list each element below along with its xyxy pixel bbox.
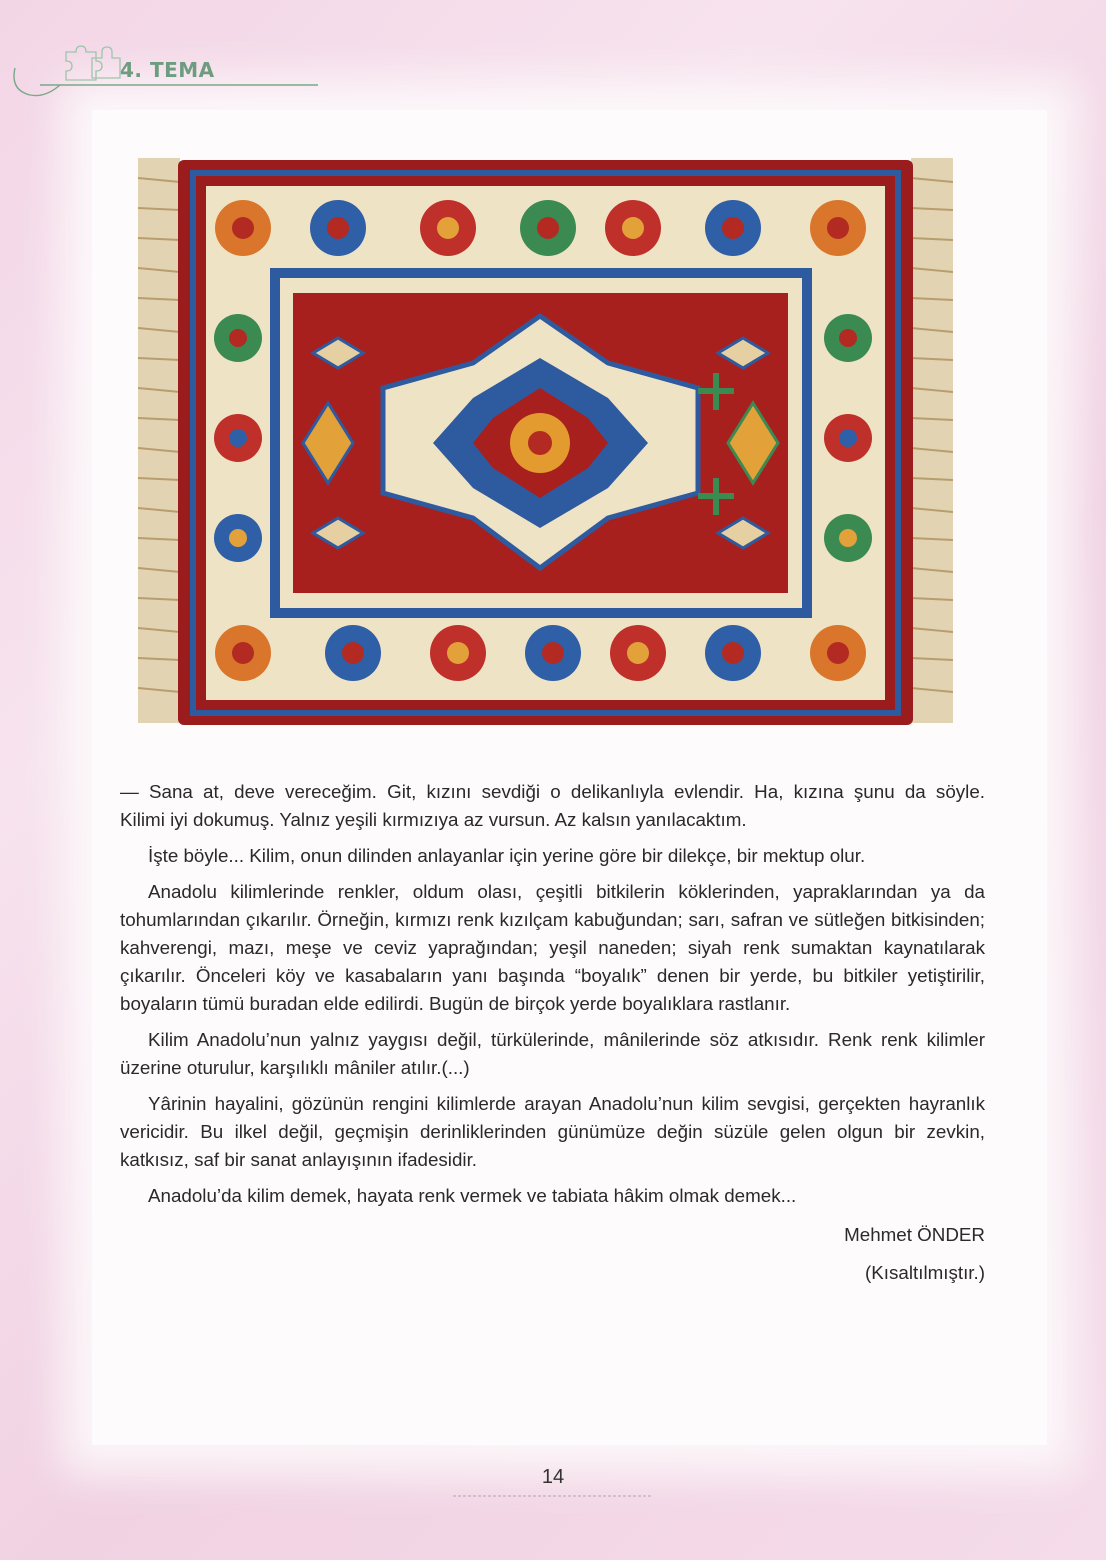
paragraph-2: İşte böyle... Kilim, onun dilinden anlayanlar için yerine göre bir dilekçe, bir mektup olur. xyxy=(148,845,866,866)
theme-header xyxy=(0,40,330,100)
paragraph-6: Anadolu’da kilim demek, hayata renk vermek ve tabiata hâkim olmak demek... xyxy=(148,1185,797,1206)
paragraph-dialogue-line1: — Sana at, deve vereceğim. Git, kızını sevdiği o delikanlıyla evlendir. Ha, kızına şunu da söyle. xyxy=(120,781,985,802)
kilim-rug-image xyxy=(138,148,953,738)
paragraph-3: Anadolu kilimlerinde renkler, oldum olası, çeşitli bitkilerin köklerinden, yapraklarından ya da tohumlarından çıkarılır. Örneğin, kırmızı renk kızılçam kabuğundan; sarı, safran ve sütleğen bitkisinden; kahverengi, mazı, meşe ve ceviz yaprağından; yeşil naneden; siyah renk sumaktan kaynatılarak çıkarılır. Önceleri köy ve kasabaların yanı başında “boyalık” denen bir yerde, bu bitkiler yetiştirilir, boyaların tümü buradan elde edilirdi. Bugün de birçok yerde boyalıklara rastlanır. xyxy=(120,881,985,1014)
article-text xyxy=(120,778,985,1290)
paragraph-dialogue xyxy=(120,778,985,806)
abridged-note: (Kısaltılmıştır.) xyxy=(865,1262,985,1283)
paragraph-5: Yârinin hayalini, gözünün rengini kilimlerde arayan Anadolu’nun kilim sevgisi, gerçekten hayranlık vericidir. Bu ilkel değil, geçmişin derinliklerinden günümüze değin süzüle gelen olgun bir zevkin, katkısız, saf bir sanat anlayışının ifadesidir. xyxy=(120,1093,985,1170)
paragraph-dialogue-cont xyxy=(120,806,985,834)
page-number: 14 xyxy=(541,1466,565,1488)
page-number-ornament xyxy=(453,1493,653,1499)
paragraph-4: Kilim Anadolu’nun yalnız yaygısı değil, türkülerinde, mânilerinde söz atkısıdır. Renk renk kilimler üzerine oturulur, karşılıklı mâniler atılır.(...) xyxy=(120,1029,985,1078)
theme-label: 4. TEMA xyxy=(120,58,215,82)
paragraph-dialogue-line2: Kilimi iyi dokumuş. Yalnız yeşili kırmızıya az vursun. Az kalsın yanılacaktım. xyxy=(120,809,747,830)
author-name: Mehmet ÖNDER xyxy=(844,1224,985,1245)
